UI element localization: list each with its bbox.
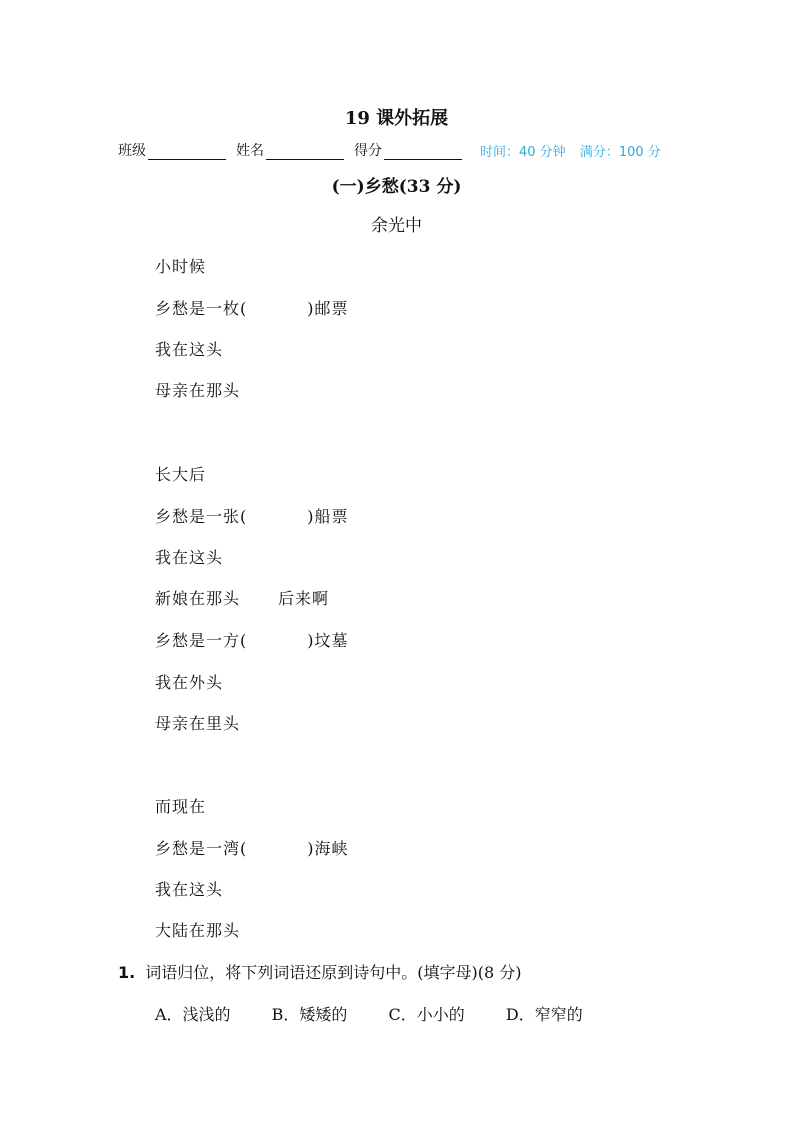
poem-author: 余光中 [371,216,422,236]
poem-line: 我在外头 [155,673,224,692]
full-score-info: 满分：100 分 [579,145,661,160]
page-title: 19 课外拓展 [344,108,449,129]
poem-line-blank: 乡愁是一方( )坟墓 [155,631,349,650]
poem-line: 母亲在那头 [155,381,241,400]
class-blank[interactable] [148,145,226,160]
option-a[interactable]: A．浅浅的 [155,1005,231,1024]
question-1-options [155,1002,619,1025]
exam-meta [480,141,671,160]
poem-line: 我在这头 [155,880,224,899]
option-b[interactable]: B．矮矮的 [271,1005,348,1024]
poem-line-blank: 乡愁是一张( )船票 [155,507,349,526]
option-d[interactable]: D．窄窄的 [505,1005,583,1024]
poem-line: 大陆在那头 [155,921,241,940]
score-blank[interactable] [384,145,462,160]
poem-line: 新娘在那头 后来啊 [155,589,330,608]
poem-line-blank: 乡愁是一湾( )海峡 [155,839,349,858]
poem-line: 我在这头 [155,340,224,359]
name-label: 姓名 [236,143,264,159]
class-label: 班级 [118,143,146,159]
student-info-row [118,140,671,160]
poem-line: 而现在 [155,797,207,816]
question-text: 词语归位，将下列词语还原到诗句中。(填字母)(8 分) [145,963,522,982]
section-title: (一)乡愁(33 分) [331,177,462,197]
poem-line: 小时候 [155,257,207,276]
question-number: 1. [118,963,136,982]
option-c[interactable]: C．小小的 [388,1005,465,1024]
question-1 [118,960,521,983]
poem-line: 长大后 [155,465,207,484]
name-blank[interactable] [266,145,344,160]
poem-line-blank: 乡愁是一枚( )邮票 [155,299,349,318]
time-info: 时间：40 分钟 [480,145,566,160]
poem-line: 我在这头 [155,548,224,567]
poem-line: 母亲在里头 [155,714,241,733]
score-label: 得分 [354,143,382,159]
